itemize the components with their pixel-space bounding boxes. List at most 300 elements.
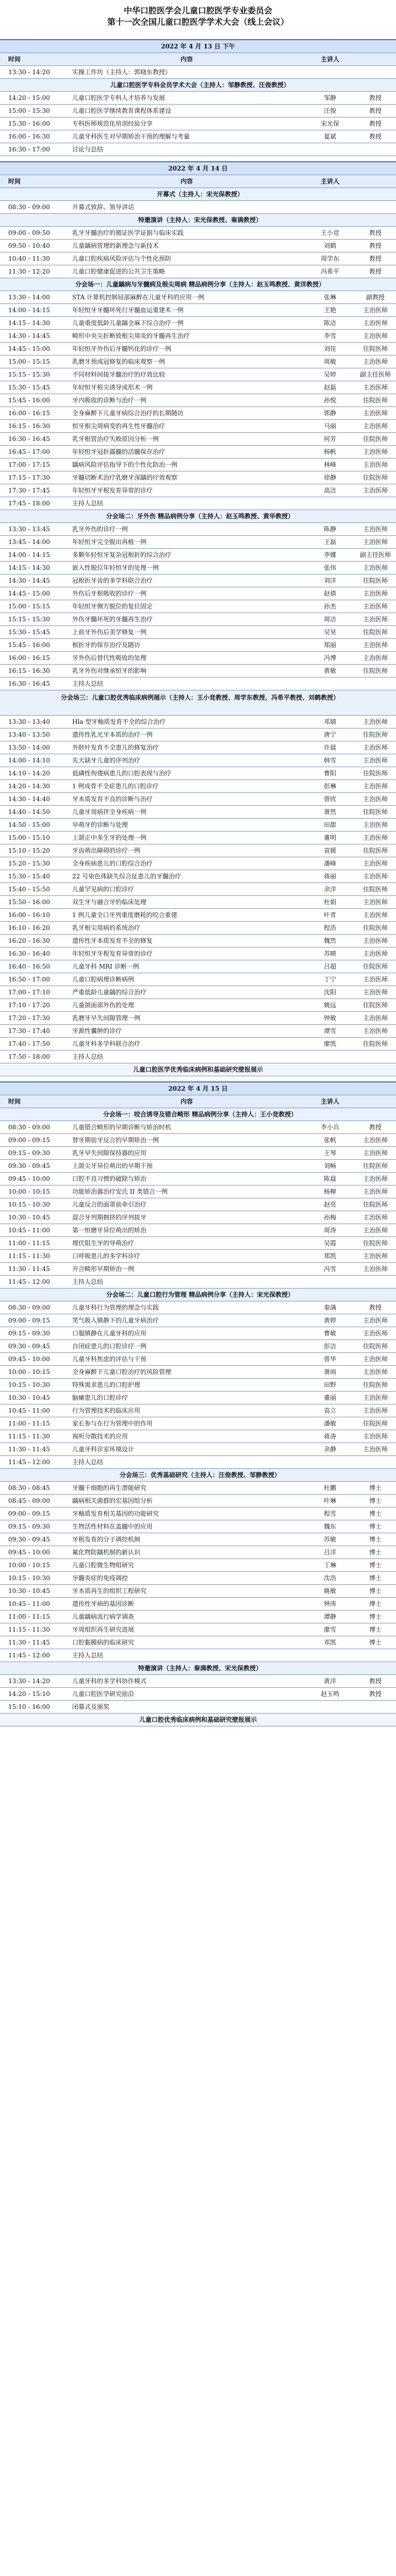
row-content: 全身麻醉下儿童口腔治疗的风险管理 — [72, 1368, 172, 1376]
row-speaker: 郑凯 — [323, 1252, 336, 1260]
row-speaker: 冯雪 — [323, 1265, 336, 1273]
row-speaker: 田野 — [323, 1381, 336, 1388]
row-content: 年轻恒牙侧方脱位的复位固定 — [72, 603, 153, 610]
schedule-row — [0, 1224, 396, 1237]
schedule-row — [0, 407, 396, 420]
schedule-row — [0, 639, 396, 652]
row-title: 主治医师 — [362, 1014, 388, 1022]
schedule-row — [0, 716, 396, 728]
row-content: 上前牙外伤后美学修复一例 — [72, 629, 147, 636]
row-title: 博士 — [369, 1562, 382, 1569]
schedule-row — [0, 394, 396, 407]
poster-note-text: 儿童口腔优秀临床病例和基础研究壁报展示 — [139, 1716, 257, 1723]
row-speaker: 姚敏 — [323, 1587, 336, 1595]
row-content: 视听分散技术的应用 — [72, 1433, 128, 1440]
row-time: 15:00 - 15:10 — [8, 834, 50, 841]
schedule-row — [0, 896, 396, 909]
row-content: 儿童错合畸形的早期诊断与矫治时机 — [72, 1124, 172, 1131]
row-title: 主治医师 — [362, 1394, 388, 1401]
row-content: 儿童龋病流行病学调查 — [72, 1613, 135, 1620]
schedule-row — [0, 1121, 396, 1134]
row-content: 闭幕式及颁奖 — [72, 1703, 110, 1710]
row-content: 全身疾病患儿的口腔综合治疗 — [72, 860, 153, 867]
row-time: 16:40 - 16:50 — [8, 963, 50, 970]
schedule-row — [0, 1198, 396, 1211]
row-title: 博士 — [369, 1484, 382, 1492]
schedule-row — [0, 1430, 396, 1443]
row-title: 主治医师 — [362, 319, 388, 327]
session-header — [0, 1469, 396, 1482]
row-content: 埋伏阻生牙的导萌治疗 — [72, 1240, 135, 1247]
session-header — [0, 214, 396, 227]
row-content: 混合牙列期拥挤的序列拔牙 — [72, 1214, 147, 1221]
row-content: 儿童反合的面罩前牵引治疗 — [72, 1201, 147, 1208]
row-time: 16:45 - 17:00 — [8, 448, 50, 455]
row-time: 11:00 - 11:15 — [8, 1240, 50, 1247]
row-speaker: 汪俊 — [323, 107, 336, 114]
row-time: 09:30 - 09:45 — [8, 1536, 50, 1543]
schedule-row — [0, 1404, 396, 1417]
row-speaker: 孙杰 — [323, 603, 336, 610]
row-title: 住院医师 — [362, 924, 388, 931]
row-content: 年轻恒牙外伤后牙髓钙化的诊疗一例 — [72, 345, 172, 352]
row-title: 主治医师 — [362, 1265, 388, 1273]
row-title: 博士 — [369, 1536, 382, 1543]
row-time: 10:15 - 10:30 — [8, 1574, 50, 1582]
row-time: 11:45 - 12:00 — [8, 1652, 50, 1659]
row-time: 16:30 - 17:00 — [8, 146, 50, 153]
poster-note — [0, 1714, 396, 1726]
row-content: 儿童口腔医学专科人才培养与发展 — [72, 94, 166, 101]
row-content: 儿童龋病管理的新理念与新技术 — [72, 242, 159, 249]
row-speaker: 唐宁 — [323, 731, 336, 738]
row-speaker: 高洁 — [323, 487, 336, 494]
row-time: 14:00 - 14:10 — [8, 757, 50, 764]
row-content: 牙本质再生的组织工程研究 — [72, 1587, 147, 1595]
row-title: 主治医师 — [362, 641, 388, 649]
row-content: 乳牙根管治疗失败原因分析一例 — [72, 435, 159, 443]
row-title: 住院医师 — [362, 886, 388, 893]
row-title: 主治医师 — [362, 448, 388, 455]
session-header — [0, 1289, 396, 1301]
schedule-row — [0, 1038, 396, 1050]
row-title: 主治医师 — [362, 718, 388, 725]
row-content: 氟化物防龋机制的新认识 — [72, 1549, 141, 1556]
row-speaker: 苏敏 — [323, 1536, 336, 1543]
row-title: 主治医师 — [362, 873, 388, 880]
row-time: 13:30 - 14:20 — [8, 69, 50, 76]
row-speaker: 沈浩 — [323, 1574, 336, 1582]
row-speaker: 丁宁 — [323, 976, 336, 983]
row-speaker: 曾欣 — [323, 795, 336, 803]
row-content: 自闭症患儿的口腔诊疗一例 — [72, 1343, 147, 1350]
row-title: 副主任医师 — [359, 551, 391, 558]
schedule-row — [0, 1012, 396, 1025]
row-speaker: 袁立 — [323, 1407, 336, 1414]
row-time: 15:40 - 15:50 — [8, 886, 50, 893]
row-title: 博士 — [369, 1600, 382, 1607]
row-title: 博士 — [369, 1549, 382, 1556]
row-time: 15:30 - 15:45 — [8, 629, 50, 636]
schedule-row — [0, 1250, 396, 1263]
row-time: 10:30 - 10:45 — [8, 1587, 50, 1595]
row-title: 住院医师 — [362, 1201, 388, 1208]
row-time: 15:45 - 16:00 — [8, 397, 50, 404]
day-gap — [0, 156, 396, 161]
schedule-row — [0, 1237, 396, 1250]
row-speaker: 陈晨 — [323, 1175, 336, 1182]
row-title: 主治医师 — [362, 1330, 388, 1337]
row-content: 牙本质发育不良的诊断与治疗 — [72, 795, 153, 803]
row-time: 09:15 - 09:30 — [8, 1149, 50, 1157]
schedule-row — [0, 883, 396, 896]
row-title: 主治医师 — [362, 795, 388, 803]
row-speaker: 张帆 — [323, 1137, 336, 1144]
row-title: 主治医师 — [362, 461, 388, 468]
row-content: 儿童牙科的多学科协作模式 — [72, 1677, 147, 1685]
row-time: 17:10 - 17:20 — [8, 1002, 50, 1009]
session-title: 分会场二：儿童口腔行为管理 精品病例分享（主持人：宋光保教授） — [106, 1291, 294, 1298]
row-time: 11:15 - 11:30 — [8, 1252, 50, 1260]
schedule-row — [0, 1366, 396, 1379]
row-speaker: 彭琳 — [323, 783, 336, 790]
session-title: 特邀演讲（主持人：宋光保教授、秦满教授） — [138, 216, 262, 224]
row-title: 主治医师 — [362, 1355, 388, 1363]
schedule-row — [0, 1495, 396, 1507]
schedule-row — [0, 1173, 396, 1185]
row-content: 笑气吸入镇静下的儿童牙病治疗 — [72, 1317, 159, 1324]
schedule-row — [0, 1025, 396, 1038]
row-speaker: 曹敏 — [323, 1330, 336, 1337]
row-content: 第一恒磨牙异位萌出的矫治 — [72, 1227, 147, 1234]
row-content: 乳牙早失间隙保持器的应用 — [72, 1149, 147, 1157]
row-title: 博士 — [369, 1510, 382, 1517]
row-content: 年轻恒牙牙髓坏死行牙髓血运重建术一例 — [72, 307, 184, 314]
row-speaker: 钟涛 — [323, 1600, 336, 1607]
row-title: 教授 — [369, 1304, 382, 1311]
row-speaker: 蒋涛 — [323, 1433, 336, 1440]
col-content: 内容 — [180, 178, 193, 185]
row-content: 牙内吸收的诊断与治疗一例 — [72, 397, 147, 404]
row-time: 10:30 - 10:45 — [8, 1394, 50, 1401]
row-time: 14:45 - 15:00 — [8, 345, 50, 352]
row-speaker: 潘峰 — [323, 860, 336, 867]
row-content: 乳磨牙早失间隙管理一例 — [72, 1014, 141, 1022]
row-speaker: 萧然 — [323, 808, 336, 816]
schedule-row — [0, 806, 396, 819]
row-title: 住院医师 — [362, 1002, 388, 1009]
row-content: 双生牙与融合牙的临床处理 — [72, 899, 147, 906]
row-time: 11:30 - 11:45 — [8, 1639, 50, 1646]
row-time: 14:30 - 14:45 — [8, 577, 50, 584]
row-speaker: 王磊 — [323, 538, 336, 546]
row-title: 教授 — [369, 94, 382, 101]
row-content: STA 计算机控制局部麻醉在儿童牙科的应用一例 — [72, 294, 205, 301]
row-content: 多颗年轻恒牙复杂冠根折的综合治疗 — [72, 551, 172, 558]
row-time: 14:15 - 14:30 — [8, 319, 50, 327]
session-title: 特邀演讲（主持人：秦满教授、宋光保教授） — [138, 1665, 262, 1672]
schedule-row — [0, 1598, 396, 1611]
col-moderator: 主讲人 — [320, 1098, 339, 1105]
schedule-row — [0, 1276, 396, 1289]
schedule-row — [0, 1701, 396, 1714]
row-time: 16:20 - 16:30 — [8, 937, 50, 944]
row-time: 13:40 - 13:50 — [8, 731, 50, 738]
schedule-row — [0, 1301, 396, 1314]
row-speaker: 周敏 — [323, 358, 336, 365]
row-time: 17:45 - 18:00 — [8, 500, 50, 507]
session-title: 分会场三：儿童口腔优秀临床病例展示（主持人：王小竞教授、周学东教授、冯希平教授、刘鹤教授） — [60, 694, 339, 701]
row-content: 牙周组织再生研究进展 — [72, 1626, 135, 1633]
schedule-row — [0, 935, 396, 947]
row-content: 儿童口腔健康促进的公共卫生策略 — [72, 268, 166, 275]
schedule-row — [0, 587, 396, 600]
row-content: 主持人总结 — [72, 1053, 104, 1060]
row-content: 先天缺牙儿童的序列治疗 — [72, 757, 141, 764]
row-title: 主治医师 — [362, 487, 388, 494]
row-title: 住院医师 — [362, 345, 388, 352]
row-time: 09:00 - 09:15 — [8, 1317, 50, 1324]
row-title: 博士 — [369, 1497, 382, 1504]
row-content: 遗传性牙病的基因诊断 — [72, 1600, 135, 1607]
row-content: 儿童口腔病理诊断病例 — [72, 976, 135, 983]
row-title: 主治医师 — [362, 1214, 388, 1221]
row-time: 15:00 - 15:30 — [8, 107, 50, 114]
row-title: 主治医师 — [362, 976, 388, 983]
schedule-row — [0, 1417, 396, 1430]
row-title: 主治医师 — [362, 744, 388, 751]
row-title: 教授 — [369, 133, 382, 140]
row-speaker: 廖凯 — [323, 1040, 336, 1047]
schedule-row — [0, 1050, 396, 1063]
row-content: 牙外伤后替代性吸收的处理 — [72, 654, 147, 662]
row-title: 主治医师 — [362, 590, 388, 597]
schedule-row — [0, 1482, 396, 1495]
row-content: 遗传性牙本质发育不全的修复 — [72, 937, 153, 944]
schedule-table — [0, 39, 396, 1726]
column-header-row — [0, 1095, 396, 1108]
row-content: 年轻恒牙冠折露髓的活髓保存治疗 — [72, 448, 166, 455]
row-content: 口服镇静在儿童牙科的应用 — [72, 1330, 147, 1337]
row-time: 17:00 - 17:10 — [8, 989, 50, 996]
row-time: 15:20 - 15:30 — [8, 860, 50, 867]
schedule-row — [0, 652, 396, 665]
row-speaker: 彭洁 — [323, 1343, 336, 1350]
row-speaker: 王小竞 — [320, 229, 339, 236]
row-content: 儿童牙科 MRI 诊断一例 — [72, 963, 139, 970]
row-time: 16:00 - 16:15 — [8, 410, 50, 417]
schedule-row — [0, 1185, 396, 1198]
row-speaker: 董明 — [323, 834, 336, 841]
row-title: 主治医师 — [362, 1407, 388, 1414]
row-time: 11:00 - 11:15 — [8, 1613, 50, 1620]
row-content: 上颌尖牙异位萌出的早期干预 — [72, 1162, 153, 1170]
row-time: 10:00 - 10:15 — [8, 1562, 50, 1569]
schedule-row — [0, 1340, 396, 1353]
row-title: 住院医师 — [362, 435, 388, 443]
row-time: 13:30 - 13:40 — [8, 718, 50, 725]
schedule-row — [0, 767, 396, 780]
row-speaker: 曾华 — [323, 1355, 336, 1363]
schedule-row — [0, 1211, 396, 1224]
session-title: 开幕式（主持人：宋光保教授） — [156, 191, 243, 198]
row-speaker: 曹阳 — [323, 770, 336, 777]
schedule-row — [0, 780, 396, 793]
row-speaker: 秦满 — [323, 1304, 336, 1311]
row-speaker: 李娜 — [323, 551, 336, 558]
row-speaker: 李小兵 — [320, 1124, 339, 1131]
row-speaker: 叶青 — [323, 911, 336, 919]
row-content: 脑瘫患儿的口腔诊疗 — [72, 1394, 128, 1401]
col-moderator: 主讲人 — [320, 56, 339, 63]
row-speaker: 周涛 — [323, 1227, 336, 1234]
row-content: 儿童牙科诊室环境设计 — [72, 1446, 135, 1453]
row-speaker: 潘敏 — [323, 1420, 336, 1427]
row-title: 主治医师 — [362, 1175, 388, 1182]
row-time: 16:50 - 17:00 — [8, 976, 50, 983]
row-content: 乳牙外伤对继承恒牙的影响 — [72, 667, 147, 674]
row-speaker: 赵亮 — [323, 1201, 336, 1208]
schedule-row — [0, 471, 396, 484]
schedule-row — [0, 819, 396, 832]
row-time: 08:30 - 09:00 — [8, 1124, 50, 1131]
row-time: 15:45 - 16:00 — [8, 641, 50, 649]
row-time: 11:00 - 11:15 — [8, 1420, 50, 1427]
row-content: 上颌正中多生牙的处理一例 — [72, 834, 147, 841]
schedule-row — [0, 1379, 396, 1392]
row-time: 09:45 - 10:00 — [8, 1175, 50, 1182]
row-time: 09:15 - 09:30 — [8, 1330, 50, 1337]
row-time: 09:00 - 09:15 — [8, 1510, 50, 1517]
row-content: 讨论与总结 — [72, 146, 104, 153]
row-content: 严重低龄儿童龋的综合治疗 — [72, 989, 147, 996]
schedule-row — [0, 484, 396, 497]
row-content: 年轻恒牙牙根发育异常的诊疗 — [72, 487, 153, 494]
schedule-row — [0, 1353, 396, 1366]
row-time: 08:30 - 09:00 — [8, 1304, 50, 1311]
row-speaker: 杨帆 — [323, 448, 336, 455]
schedule-row — [0, 143, 396, 156]
row-time: 14:40 - 14:50 — [8, 808, 50, 816]
row-title: 主治医师 — [362, 564, 388, 571]
row-content: 儿童口腔医学继续教育课程体系建设 — [72, 107, 172, 114]
schedule-row — [0, 291, 396, 304]
row-content: 主持人总结 — [72, 1278, 104, 1285]
col-content: 内容 — [180, 56, 193, 63]
schedule-row — [0, 1623, 396, 1636]
row-time: 13:30 - 13:45 — [8, 526, 50, 533]
row-speaker: 苏晴 — [323, 950, 336, 957]
row-speaker: 吴婷 — [323, 371, 336, 378]
row-content: 家长参与在行为管理中的作用 — [72, 1420, 153, 1427]
schedule-row — [0, 368, 396, 381]
schedule-row — [0, 1327, 396, 1340]
row-time: 16:15 - 16:30 — [8, 667, 50, 674]
row-title: 教授 — [369, 242, 382, 249]
schedule-row — [0, 240, 396, 252]
row-speaker: 韩雪 — [323, 757, 336, 764]
row-time: 14:00 - 14:15 — [8, 307, 50, 314]
row-time: 09:00 - 09:50 — [8, 229, 50, 236]
row-time: 11:45 - 12:00 — [8, 1459, 50, 1466]
row-time: 10:40 - 11:30 — [8, 255, 50, 262]
row-time: 16:00 - 16:15 — [8, 654, 50, 662]
row-title: 主治医师 — [362, 1368, 388, 1376]
schedule-row — [0, 117, 396, 130]
row-time: 16:30 - 16:40 — [8, 950, 50, 957]
row-time: 14:20 - 15:10 — [8, 1690, 50, 1698]
row-title: 住院医师 — [362, 397, 388, 404]
row-title: 教授 — [369, 120, 382, 127]
row-speaker: 王琴 — [323, 1149, 336, 1157]
row-content: 替牙期前牙反合的早期矫治一例 — [72, 1137, 159, 1144]
schedule-row — [0, 1443, 396, 1456]
row-speaker: 张琳 — [323, 294, 336, 301]
row-speaker: 吴昊 — [323, 629, 336, 636]
row-title: 主治医师 — [362, 860, 388, 867]
row-content: 恒牙根尖周病变的再生性牙髓治疗 — [72, 422, 166, 430]
row-time: 15:00 - 15:15 — [8, 603, 50, 610]
row-time: 09:30 - 09:45 — [8, 1343, 50, 1350]
row-content: 专科医师规范化培训经验分享 — [72, 120, 153, 127]
row-time: 09:45 - 10:00 — [8, 1355, 50, 1363]
row-title: 主治医师 — [362, 783, 388, 790]
row-title: 主治医师 — [362, 1446, 388, 1453]
row-title: 主治医师 — [362, 538, 388, 546]
row-time: 14:20 - 14:30 — [8, 783, 50, 790]
row-content: 早萌牙的诊断与处理 — [72, 821, 128, 828]
row-title: 主治医师 — [362, 834, 388, 841]
row-speaker: 郭静 — [323, 410, 336, 417]
row-title: 主治医师 — [362, 603, 388, 610]
schedule-row — [0, 741, 396, 754]
row-title: 主治医师 — [362, 1188, 388, 1195]
poster-note — [0, 1063, 396, 1076]
row-title: 住院医师 — [362, 1240, 388, 1247]
session-title: 分会场二：牙外伤 精品病例分享（主持人：赵玉鸣教授、黄华教授） — [106, 513, 294, 520]
row-time: 15:30 - 15:45 — [8, 384, 50, 391]
row-speaker: 余静 — [323, 1446, 336, 1453]
schedule-row — [0, 201, 396, 214]
schedule-row — [0, 1147, 396, 1160]
row-time: 15:10 - 15:20 — [8, 847, 50, 854]
row-content: 儿童口腔医学研究前沿 — [72, 1690, 135, 1698]
row-speaker: 郑丽 — [323, 641, 336, 649]
row-time: 15:15 - 15:30 — [8, 371, 50, 378]
schedule-row — [0, 381, 396, 394]
row-time: 11:15 - 11:30 — [8, 1433, 50, 1440]
row-title: 教授 — [369, 229, 382, 236]
row-content: 年轻恒牙完全脱出再植一例 — [72, 538, 147, 546]
row-content: 乳牙外伤的诊疗一例 — [72, 526, 128, 533]
schedule-row — [0, 1572, 396, 1585]
row-time: 16:10 - 16:20 — [8, 924, 50, 931]
row-content: 主持人总结 — [72, 500, 104, 507]
row-time: 11:45 - 12:00 — [8, 1278, 50, 1285]
row-title: 博士 — [369, 1626, 382, 1633]
row-speaker: 谭雪 — [323, 1027, 336, 1035]
row-title: 主治医师 — [362, 989, 388, 996]
row-content: 1 例成骨不全症患儿的口腔诊疗 — [72, 783, 159, 790]
session-title: 分会场一：咬合诱导及错合畸形 精品病例分享（主持人：王小竞教授） — [103, 1111, 298, 1118]
schedule-row — [0, 420, 396, 433]
schedule-row — [0, 92, 396, 105]
row-speaker: 黄婷 — [323, 1317, 336, 1324]
row-time: 08:45 - 09:00 — [8, 1497, 50, 1504]
schedule-row — [0, 922, 396, 935]
row-speaker: 王艳 — [323, 307, 336, 314]
schedule-row — [0, 728, 396, 741]
